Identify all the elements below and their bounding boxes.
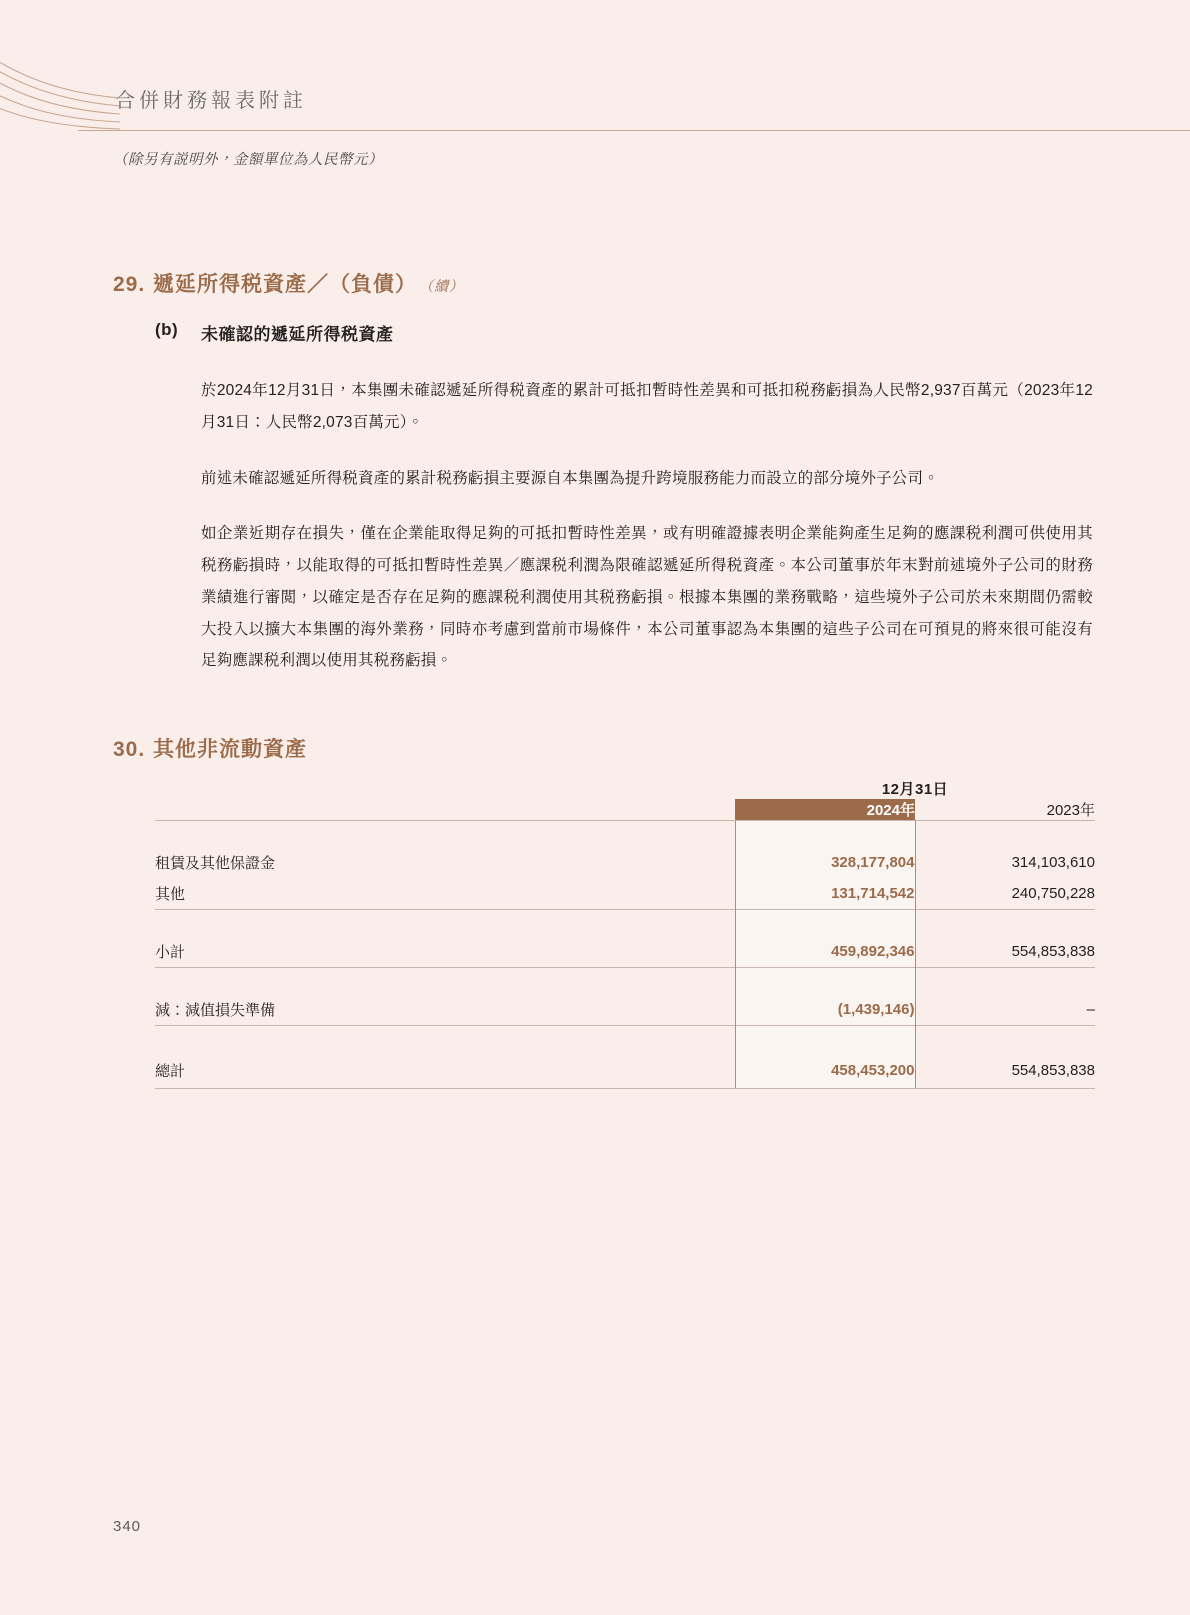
row-value-2024: 328,177,804 <box>735 847 915 878</box>
other-non-current-assets-table <box>155 778 1095 1089</box>
table-spacer-cell-2024 <box>735 968 915 995</box>
table-spacer-row <box>155 910 1095 937</box>
page-number: 340 <box>113 1518 142 1535</box>
note-29-title: 遞延所得税資產／（負債） <box>153 273 417 296</box>
table-spacer-cell-2024 <box>735 821 915 848</box>
table-column-header-row <box>155 799 1095 821</box>
row-value-2024: 458,453,200 <box>735 1052 915 1089</box>
row-value-2024: 459,892,346 <box>735 936 915 968</box>
table-spacer-cell <box>155 910 735 937</box>
row-value-2023: 314,103,610 <box>1011 854 1095 871</box>
table-empty-cell <box>155 778 735 799</box>
note-29-paragraph-1: 於2024年12月31日，本集團未確認遞延所得税資產的累計可抵扣暫時性差異和可抵扣税務虧損為人民幣2,937百萬元（2023年12月31日：人民幣2,073百萬元）。 <box>201 382 1093 431</box>
header-divider <box>78 130 1190 131</box>
table-spacer-cell-2024 <box>735 1026 915 1053</box>
table-spacer-cell-2023 <box>915 910 1095 937</box>
note-30-number: 30. <box>113 738 146 761</box>
note-29-subsection-title: 未確認的遞延所得税資產 <box>201 325 394 344</box>
row-value-2024: 131,714,542 <box>735 878 915 910</box>
table-spacer-cell <box>155 968 735 995</box>
note-29-heading <box>113 268 1093 298</box>
row-value-2023: – <box>1086 1001 1095 1018</box>
row-value-2024: (1,439,146) <box>735 994 915 1026</box>
table-row-impairment <box>155 994 1095 1026</box>
table-row-total <box>155 1052 1095 1089</box>
note-30-section <box>113 733 1093 763</box>
table-spacer-cell-2023 <box>915 968 1095 995</box>
table-spacer-cell-2024 <box>735 910 915 937</box>
table-empty-cell <box>155 799 735 821</box>
row-value-2023: 240,750,228 <box>1011 885 1095 902</box>
header-swoosh-decoration <box>0 38 120 130</box>
table-row <box>155 878 1095 910</box>
note-29-paragraph-2: 前述未確認遞延所得税資產的累計税務虧損主要源自本集團為提升跨境服務能力而設立的部分境外子公司。 <box>201 469 939 487</box>
table-date-header-row <box>155 778 1095 799</box>
table-spacer-row <box>155 821 1095 848</box>
table-row-subtotal <box>155 936 1095 968</box>
note-29-paragraph-3: 如企業近期存在損失，僅在企業能取得足夠的可抵扣暫時性差異，或有明確證據表明企業能夠產生足夠的應課税利潤可供使用其税務虧損時，以能取得的可抵扣暫時性差異／應課税利潤為限確認遞延所得税資產。本公司董事於年末對前述境外子公司的財務業績進行審閲，以確定是否存在足夠的應課税利潤使用其税務虧損。根據本集團的業務戰略，這些境外子公司於未來期間仍需較大投入以擴大本集團的海外業務，同時亦考慮到當前市場條件，本公司董事認為本集團的這些子公司在可預見的將來很可能沒有足夠應課税利潤以使用其税務虧損。 <box>201 525 1093 670</box>
note-29-subsection-heading <box>155 320 1093 345</box>
note-30-title: 其他非流動資產 <box>153 738 307 761</box>
row-label: 總計 <box>155 1052 735 1089</box>
page-title: 合併財務報表附註 <box>115 88 307 112</box>
table-date-header: 12月31日 <box>881 781 949 798</box>
table-spacer-row <box>155 968 1095 995</box>
row-value-2023: 554,853,838 <box>915 1052 1095 1089</box>
table-spacer-cell-2023 <box>915 1026 1095 1053</box>
note-29-number: 29. <box>113 273 146 296</box>
row-value-2023: 554,853,838 <box>1011 943 1095 960</box>
table-header-2023: 2023年 <box>1046 802 1095 819</box>
table-spacer-cell <box>155 1026 735 1053</box>
row-label: 租賃及其他保證金 <box>155 855 276 872</box>
table-header-2024: 2024年 <box>735 799 915 821</box>
table-spacer-cell-2023 <box>915 821 1095 848</box>
note-30-heading <box>113 733 1093 763</box>
page-subtitle: （除另有説明外，金額單位為人民幣元） <box>113 152 383 168</box>
note-29-continued-marker: （續） <box>419 278 464 294</box>
note-29-subsection-label: (b) <box>155 320 179 339</box>
table-spacer-cell <box>155 821 735 848</box>
table-row <box>155 847 1095 878</box>
row-label: 其他 <box>155 886 186 903</box>
other-non-current-assets-table-wrapper <box>155 778 1095 1089</box>
row-label: 小計 <box>155 944 186 961</box>
table-spacer-row <box>155 1026 1095 1053</box>
note-29-section <box>113 268 1093 677</box>
row-label: 減：減值損失準備 <box>155 1002 276 1019</box>
